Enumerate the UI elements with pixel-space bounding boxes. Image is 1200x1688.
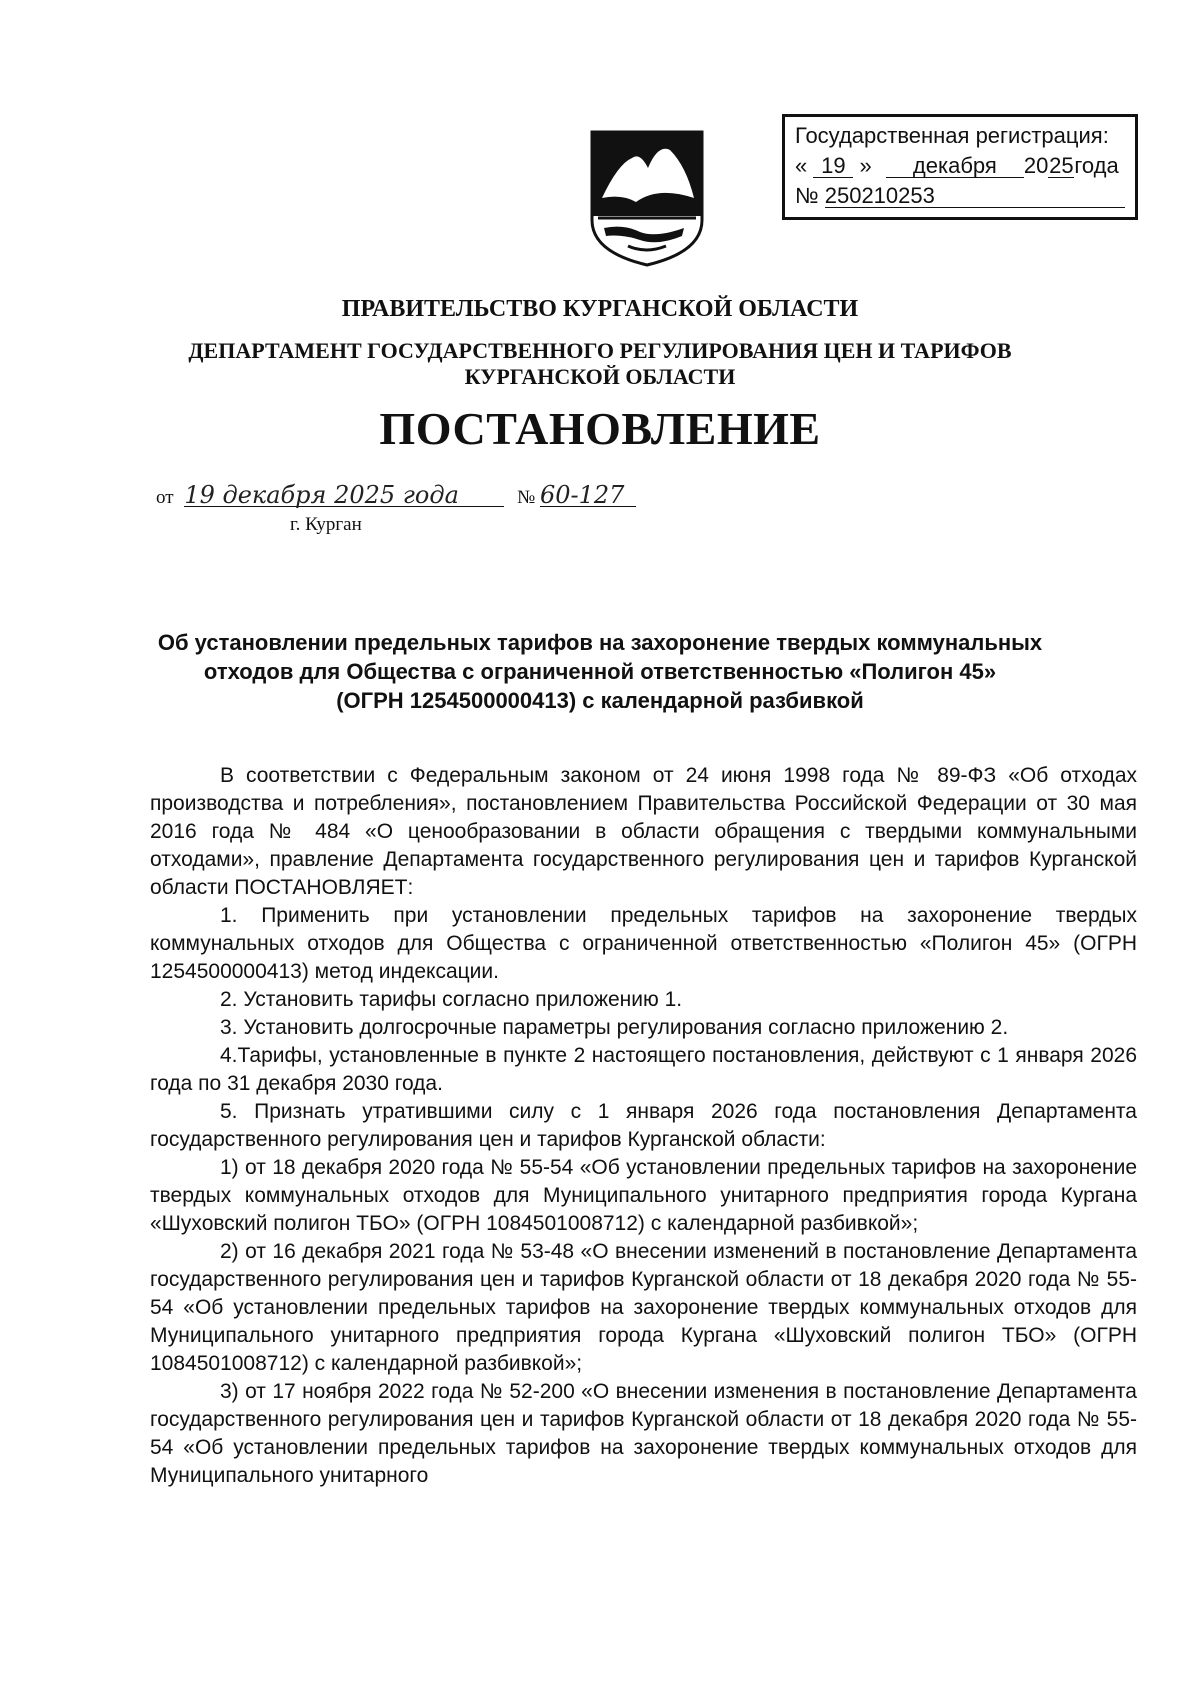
registration-year-suffix: 25 (1049, 153, 1074, 178)
paragraph-item-5: 5. Признать утратившими силу с 1 января 2026 года постановления Департамента государственного регулирования цен и тарифов Курганской области: (150, 1100, 1137, 1151)
government-heading: ПРАВИТЕЛЬСТВО КУРГАНСКОЙ ОБЛАСТИ (341, 296, 859, 322)
document-type: ПОСТАНОВЛЕНИЕ (379, 403, 821, 454)
paragraph-preamble: В соответствии с Федеральным законом от 24 июня 1998 года № 89-ФЗ «Об отходах производства и потребления», постановлением Правительства Российской Федерации от 30 мая 2016 года № 484 «О ценообразовании в области обращения с твердыми коммунальными отходами», правление Департамента государственного регулирования цен и тарифов Курганской области ПОСТАНОВЛЯЕТ: (150, 764, 1137, 899)
department-line-2: КУРГАНСКОЙ ОБЛАСТИ (464, 364, 736, 389)
title-line-2: отходов для Общества с ограниченной ответственностью «Полигон 45» (203, 659, 997, 684)
date-number-row (156, 481, 636, 509)
from-label: от (156, 487, 174, 508)
registration-date (795, 151, 1135, 181)
registration-quote-close: » (859, 153, 872, 178)
paragraph-item-2: 2. Установить тарифы согласно приложению 1. (220, 988, 683, 1011)
registration-year-prefix: 20 (1023, 153, 1049, 178)
coat-of-arms-icon (588, 128, 706, 268)
registration-day: 19 (813, 155, 853, 178)
registration-number-label: № (795, 183, 819, 208)
number-handwritten: 60-127 (540, 484, 636, 507)
document-body (150, 762, 1137, 1490)
paragraph-item-4: 4.Тарифы, установленные в пункте 2 настоящего постановления, действуют с 1 января 2026 года по 31 декабря 2030 года. (150, 1044, 1137, 1095)
registration-number: 250210253 (825, 185, 1125, 208)
paragraph-item-1: 1. Применить при установлении предельных тарифов на захоронение твердых коммунальных отходов для Общества с ограниченной ответственностью «Полигон 45» (ОГРН 1254500000413) метод индексации. (150, 904, 1137, 983)
number-label: № (517, 487, 536, 508)
paragraph-subitem-1: 1) от 18 декабря 2020 года № 55-54 «Об установлении предельных тарифов на захоронение твердых коммунальных отходов для Муниципального унитарного предприятия города Кургана «Шуховский полигон ТБО» (ОГРН 1084501008712) с календарной разбивкой»; (150, 1156, 1137, 1235)
registration-year-word: года (1074, 153, 1119, 178)
department-heading (0, 338, 1200, 390)
title-line-3: (ОГРН 1254500000413) с календарной разбивкой (336, 688, 864, 713)
city-label: г. Курган (290, 514, 362, 535)
registration-quote-open: « (795, 153, 808, 178)
paragraph-subitem-2: 2) от 16 декабря 2021 года № 53-48 «О внесении изменений в постановление Департамента государственного регулирования цен и тарифов Курганской области от 18 декабря 2020 года № 55-54 «Об установлении предельных тарифов на захоронение твердых коммунальных отходов для Муниципального унитарного предприятия города Кургана «Шуховский полигон ТБО» (ОГРН 1084501008712) с календарной разбивкой»; (150, 1240, 1137, 1375)
paragraph-item-3: 3. Установить долгосрочные параметры регулирования согласно приложению 2. (220, 1016, 1009, 1039)
document-title (150, 628, 1050, 715)
title-line-1: Об установлении предельных тарифов на захоронение твердых коммунальных (157, 630, 1043, 655)
department-line-1: ДЕПАРТАМЕНТ ГОСУДАРСТВЕННОГО РЕГУЛИРОВАНИЯ ЦЕН И ТАРИФОВ (188, 338, 1012, 363)
registration-number-row (795, 181, 1135, 211)
date-handwritten: 19 декабря 2025 года (184, 484, 504, 507)
registration-label: Государственная регистрация: (795, 123, 1109, 148)
paragraph-subitem-3: 3) от 17 ноября 2022 года № 52-200 «О внесении изменения в постановление Департамента государственного регулирования цен и тарифов Курганской области от 18 декабря 2020 года № 55-54 «Об установлении предельных тарифов на захоронение твердых коммунальных отходов для Муниципального унитарного (150, 1380, 1137, 1487)
registration-box (782, 114, 1138, 220)
registration-month: декабря (886, 155, 1024, 178)
